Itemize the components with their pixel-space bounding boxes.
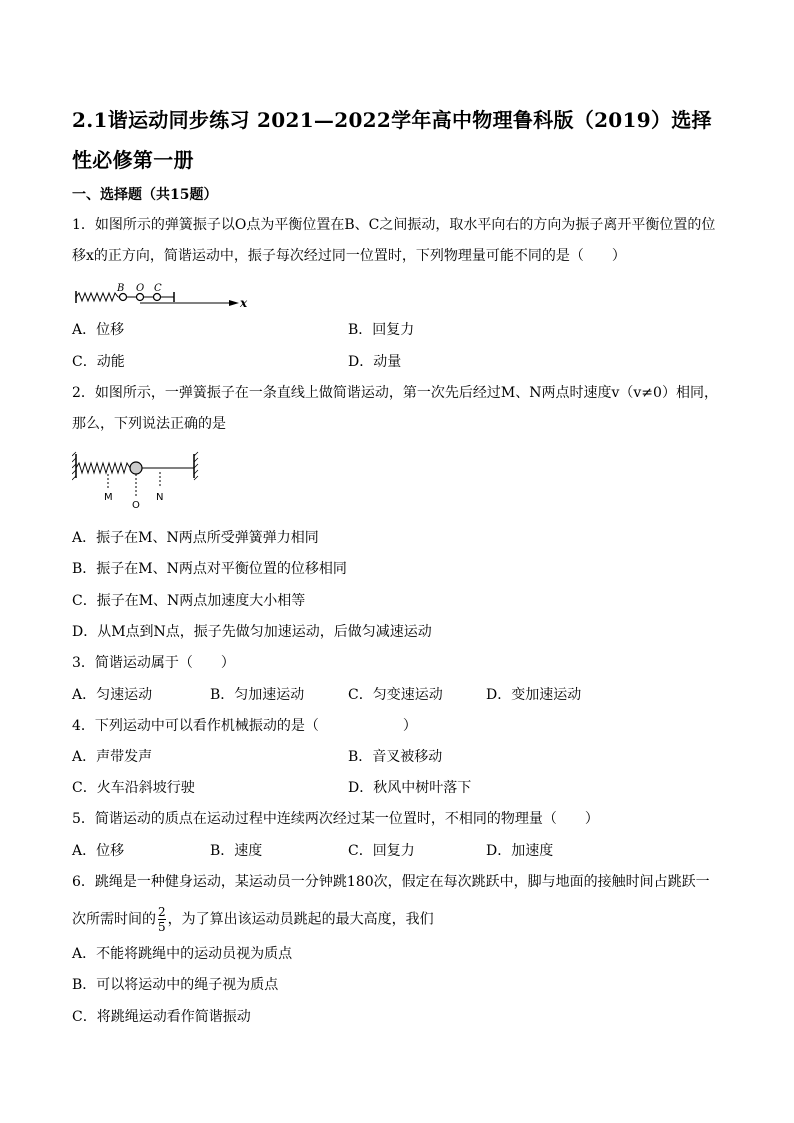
fraction-numerator: 2 (158, 905, 166, 919)
q2-option-a[interactable]: A．振子在M、N两点所受弹簧弹力相同 (72, 530, 319, 546)
q2-option-d[interactable]: D．从M点到N点，振子先做匀加速运动，后做匀减速运动 (72, 624, 432, 640)
question-5-stem: 5．简谐运动的质点在运动过程中连续两次经过某一位置时，不相同的物理量（ ） (72, 811, 599, 827)
question-6-stem-line1: 6．跳绳是一种健身运动，某运动员一分钟跳180次，假定在每次跳跃中，脚与地面的接触时间占跳跃一 (72, 874, 710, 890)
question-6-stem-part1: 次所需时间的 (72, 911, 156, 928)
q6-option-b[interactable]: B．可以将运动中的绳子视为质点 (72, 977, 279, 993)
question-2-stem: 2．如图所示，一弹簧振子在一条直线上做简谐运动，第一次先后经过M、N两点时速度v（v≠0）相同，那么，下列说法正确的是 (72, 385, 718, 432)
question-3-stem: 3．简谐运动属于（ ） (72, 655, 235, 671)
q6-option-c[interactable]: C．将跳绳运动看作简谐振动 (72, 1009, 251, 1025)
question-1-stem: 1．如图所示的弹簧振子以O点为平衡位置在B、C之间振动，取水平向右的方向为振子离开平衡位置的位移x的正方向，简谐运动中，振子每次经过同一位置时，下列物理量可能不同的是（ ） (72, 217, 716, 264)
q1-option-d[interactable]: D．动量 (348, 354, 402, 370)
q3-option-b[interactable]: B．匀加速运动 (210, 687, 305, 703)
spring-oscillator-figure-2 (72, 450, 202, 512)
q4-option-c[interactable]: C．火车沿斜坡行驶 (72, 780, 195, 796)
q5-option-c[interactable]: C．回复力 (348, 843, 415, 859)
q4-option-d[interactable]: D．秋风中树叶落下 (348, 780, 472, 796)
fig1-label-b: B (117, 283, 125, 294)
q5-option-b[interactable]: B．速度 (210, 843, 263, 859)
q2-option-c[interactable]: C．振子在M、N两点加速度大小相等 (72, 593, 306, 609)
q2-option-b[interactable]: B．振子在M、N两点对平衡位置的位移相同 (72, 561, 347, 577)
fig1-label-x: x (240, 296, 248, 310)
q1-option-c[interactable]: C．动能 (72, 354, 125, 370)
fig2-label-m: M (104, 492, 113, 503)
q3-option-d[interactable]: D．变加速运动 (486, 687, 582, 703)
question-6-stem-part2: ，为了算出该运动员跳起的最大高度，我们 (167, 911, 434, 928)
q5-option-a[interactable]: A．位移 (72, 843, 125, 859)
fraction-denominator: 5 (158, 920, 166, 934)
q3-option-a[interactable]: A．匀速运动 (72, 687, 153, 703)
q4-option-b[interactable]: B．音叉被移动 (348, 749, 443, 765)
section-heading: 一、选择题（共15题） (72, 187, 218, 203)
fig2-label-o: O (132, 500, 140, 511)
fraction-two-fifths (158, 905, 166, 934)
fig1-label-c: C (154, 283, 162, 294)
q3-option-c[interactable]: C．匀变速运动 (348, 687, 443, 703)
spring-oscillator-figure-1 (74, 283, 264, 317)
fig1-label-o: O (136, 283, 145, 294)
question-4-stem: 4．下列运动中可以看作机械振动的是（ ） (72, 718, 417, 734)
q6-option-a[interactable]: A．不能将跳绳中的运动员视为质点 (72, 946, 293, 962)
q1-option-b[interactable]: B．回复力 (348, 322, 415, 338)
q1-option-a[interactable]: A．位移 (72, 322, 125, 338)
fig2-label-n: N (156, 492, 164, 503)
q4-option-a[interactable]: A．声带发声 (72, 749, 153, 765)
q5-option-d[interactable]: D．加速度 (486, 843, 554, 859)
question-6-stem-line2 (72, 905, 434, 934)
document-title: 2.1谐运动同步练习 2021—2022学年高中物理鲁科版（2019）选择性必修第一册 (72, 108, 712, 172)
